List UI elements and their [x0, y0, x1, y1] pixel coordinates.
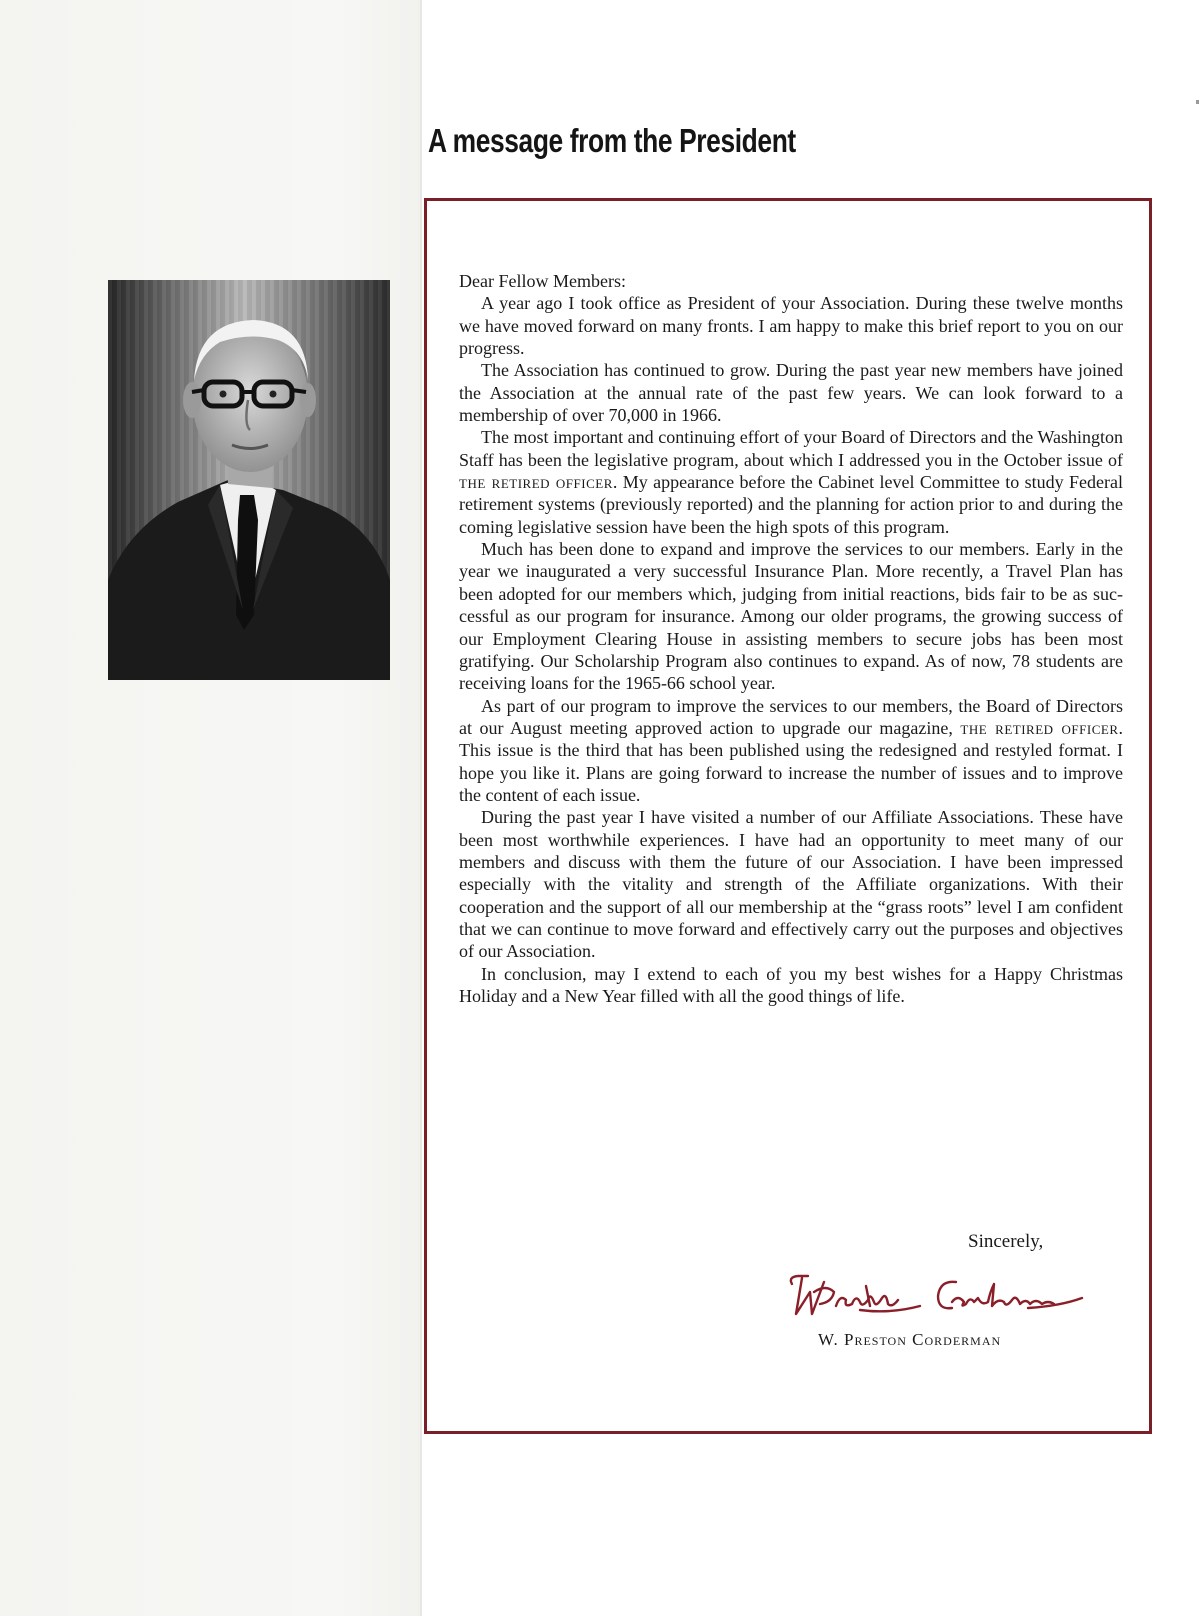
handwritten-signature — [780, 1262, 1090, 1330]
letter-closing: Sincerely, — [968, 1231, 1044, 1252]
letter-paragraph-4: Much has been done to expand and improve the services to our members. Early in the year we inaugurated a very successful Insurance Plan. More recently, a Travel Plan has been adopted for our members which, judging from initial reactions, bids fair to be as successful as our program for insurance. Among our older programs, the growing success of our Employment Clearing House in assisting members to secure jobs has been most gratifying. Our Scholarship Program also continues to expand. As of now, 78 students are receiving loans for the 1965-66 school year. — [459, 539, 1123, 694]
signer-name: W. Preston Corderman — [818, 1330, 1002, 1349]
paragraph-3-part-1: The most important and continuing effort of your Board of Directors and the Washington Staff has been the legislative program, about which I addressed you in the October issue of — [459, 427, 1123, 470]
letter-paragraph-6: During the past year I have visited a number of our Affiliate Associations. These have been most worthwhile experiences. I have had an opportunity to meet many of our members and discuss with them the future of our Association. I have been impressed especially with the vitality and strength of the Affiliate organizations. With their cooperation and the support of all our membership at the “grass roots” level I am confident that we can continue to move forward and effectively carry out the purposes and objectives of our Association. — [459, 807, 1123, 962]
letter-paragraph-1: A year ago I took office as President of your Association. During these twelve months we have moved forward on many fronts. I am happy to make this brief report to you on our progress. — [459, 293, 1123, 359]
page-title: A message from the President — [428, 122, 796, 159]
page-gutter — [420, 0, 422, 1616]
edge-mark — [1196, 100, 1199, 104]
paragraph-3-part-2: . My appearance before the Cabinet level Committee to study Federal retirement systems (previously reported) and the planning for action prior to and during the coming legislative session have been the high spots of this program. — [459, 472, 1123, 537]
magazine-title: the retired officer — [960, 717, 1119, 738]
magazine-title: the retired officer — [459, 472, 613, 493]
president-portrait-photo — [108, 280, 390, 680]
paragraph-5-part-1: As part of our program to improve the services to our members, the Board of Directors at our August meeting approved action to upgrade our magazine, — [459, 695, 1123, 738]
left-page-area — [0, 0, 422, 1616]
letter-salutation: Dear Fellow Members: — [459, 271, 626, 291]
portrait-illustration — [108, 280, 390, 680]
letter-paragraph-7: In conclusion, may I extend to each of you my best wishes for a Happy Christmas Holiday and a New Year filled with all the good things of life. — [459, 963, 1123, 1006]
letter-paragraph-3 — [459, 426, 1123, 538]
letter-paragraph-5 — [459, 695, 1123, 807]
paragraph-5-part-2: . This issue is the third that has been published using the redesigned and restyled format. I hope you like it. Plans are going forward to increase the number of issues and to improve the content of each issue. — [459, 717, 1124, 805]
letter-body — [459, 270, 1123, 1007]
letter-paragraph-2: The Association has continued to grow. During the past year new members have joined the Association at the annual rate of the past few years. We can look forward to a membership of over 70,000 in 1966. — [459, 360, 1123, 426]
